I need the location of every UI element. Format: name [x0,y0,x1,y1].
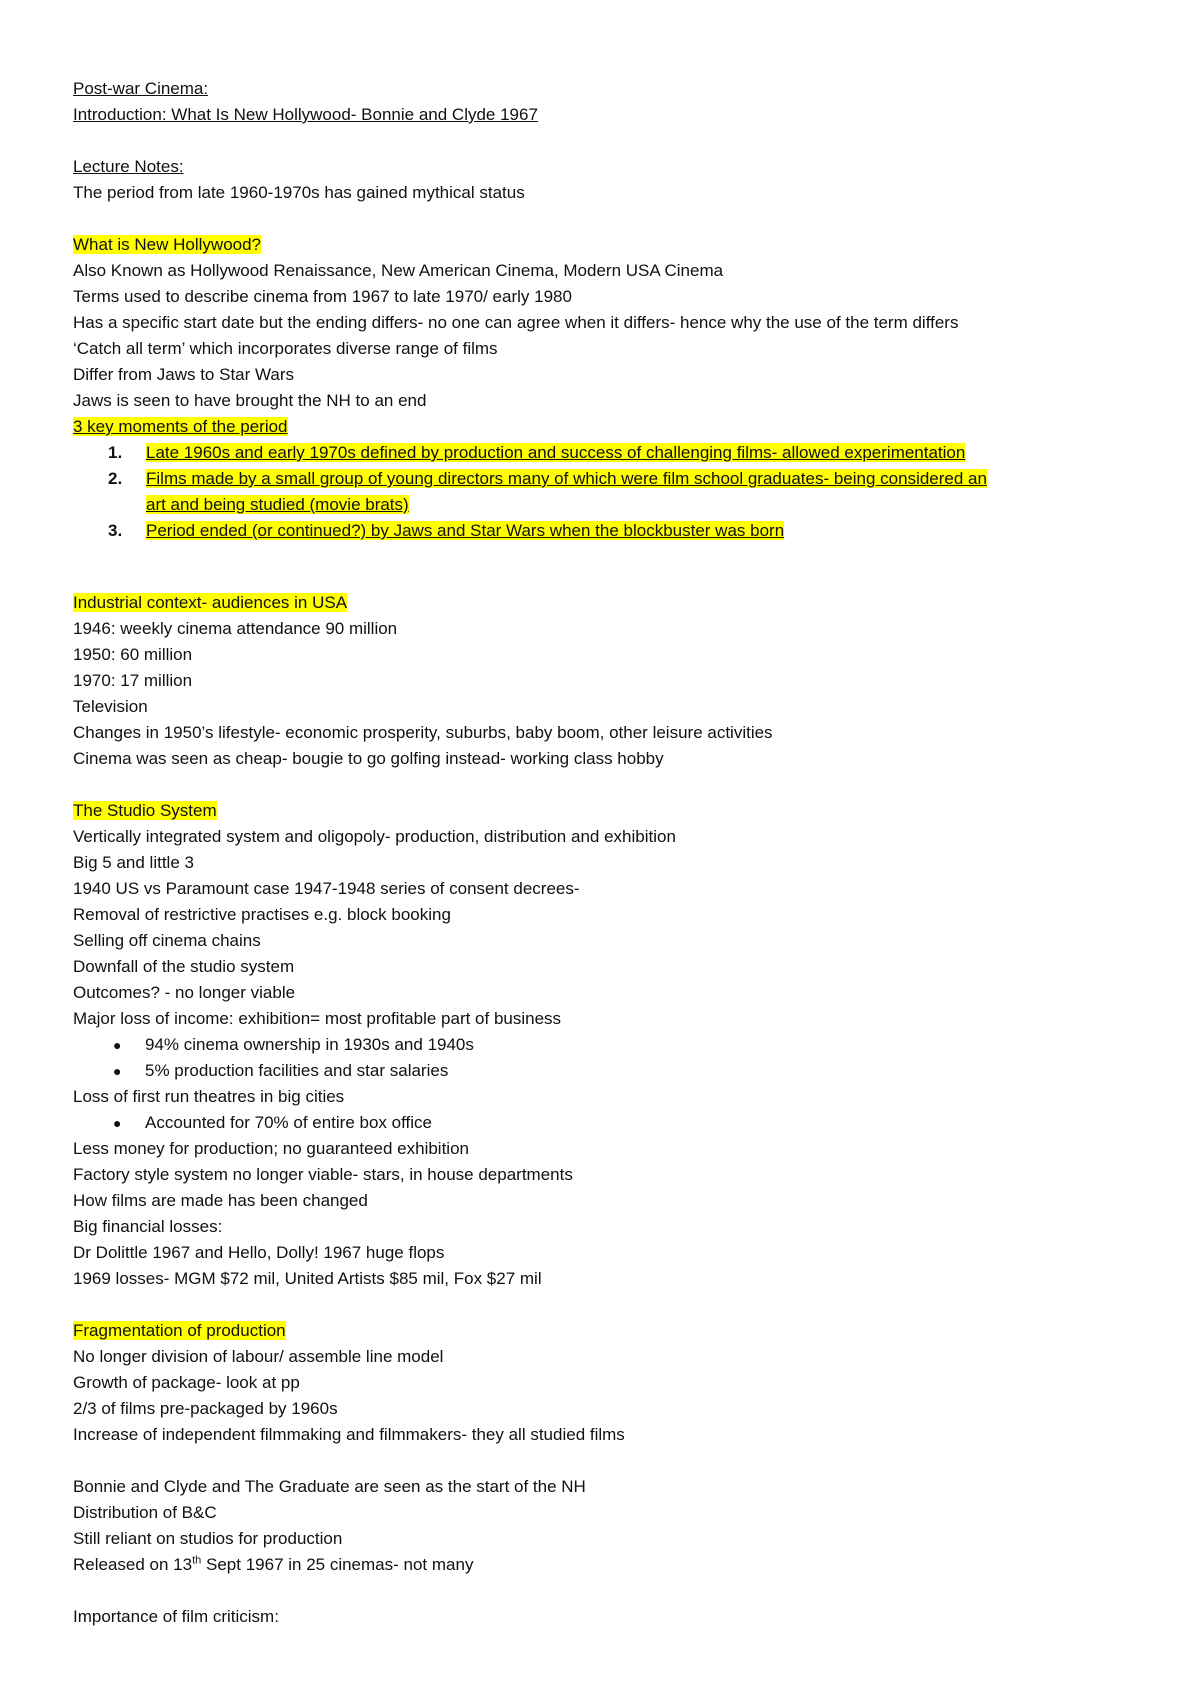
fragmentation-line: No longer division of labour/ assemble line model [73,1347,444,1366]
studio-line: How films are made has been changed [73,1191,368,1210]
list-item-text-continued: art and being studied (movie brats) [146,495,409,514]
document-subtitle: Introduction: What Is New Hollywood- Bonnie and Clyde 1967 [73,105,538,124]
nh-line: Jaws is seen to have brought the NH to an end [73,391,427,410]
bonnie-line: Still reliant on studios for production [73,1529,343,1548]
lecture-notes-heading: Lecture Notes: [73,157,184,176]
studio-line: Outcomes? - no longer viable [73,983,296,1002]
studio-line: 1969 losses- MGM $72 mil, United Artists $85 mil, Fox $27 mil [73,1269,542,1288]
studio-line: Big 5 and little 3 [73,853,194,872]
list-number: 3. [108,521,123,540]
bullet-icon: ● [113,1063,122,1079]
fragmentation-line: 2/3 of films pre-packaged by 1960s [73,1399,338,1418]
nh-line: Also Known as Hollywood Renaissance, New American Cinema, Modern USA Cinema [73,261,724,280]
list-item-text: Late 1960s and early 1970s defined by production and success of challenging films- allowed experimentation [146,443,966,462]
studio-line: Dr Dolittle 1967 and Hello, Dolly! 1967 huge flops [73,1243,445,1262]
box-office-bullet-list [73,1110,1133,1136]
industrial-line: Changes in 1950’s lifestyle- economic prosperity, suburbs, baby boom, other leisure activities [73,723,773,742]
studio-line: Removal of restrictive practises e.g. block booking [73,905,451,924]
industrial-line: Cinema was seen as cheap- bougie to go golfing instead- working class hobby [73,749,664,768]
document-body [73,76,1133,1630]
income-bullet-list [73,1032,1133,1084]
bullet-item: ● 5% production facilities and star salaries [73,1058,1133,1084]
list-item [73,440,1133,466]
nh-line: Terms used to describe cinema from 1967 to late 1970/ early 1980 [73,287,572,306]
studio-line: Loss of first run theatres in big cities [73,1087,345,1106]
key-moments-heading: 3 key moments of the period [73,417,288,436]
bullet-item: ● Accounted for 70% of entire box office [73,1110,1133,1136]
studio-line: Selling off cinema chains [73,931,261,950]
studio-line: Vertically integrated system and oligopoly- production, distribution and exhibition [73,827,676,846]
fragmentation-heading: Fragmentation of production [73,1321,286,1340]
list-item-text: Films made by a small group of young directors many of which were film school graduates- being considered an [146,469,987,488]
studio-line: Downfall of the studio system [73,957,295,976]
bullet-item: ● 94% cinema ownership in 1930s and 1940s [73,1032,1133,1058]
studio-system-heading: The Studio System [73,801,217,820]
list-item [73,466,1133,518]
key-moments-list [73,440,1133,544]
list-item [73,518,1133,544]
fragmentation-line: Increase of independent filmmaking and filmmakers- they all studied films [73,1425,625,1444]
release-line: Released on 13th Sept 1967 in 25 cinemas- not many [73,1554,474,1574]
studio-line: Major loss of income: exhibition= most profitable part of business [73,1009,562,1028]
fragmentation-line: Growth of package- look at pp [73,1373,300,1392]
list-number: 2. [108,469,123,488]
industrial-line: 1970: 17 million [73,671,193,690]
studio-line: Big financial losses: [73,1217,223,1236]
bonnie-line: Bonnie and Clyde and The Graduate are seen as the start of the NH [73,1477,586,1496]
industrial-line: 1946: weekly cinema attendance 90 million [73,619,398,638]
studio-line: Factory style system no longer viable- stars, in house departments [73,1165,573,1184]
industrial-line: 1950: 60 million [73,645,193,664]
industrial-heading: Industrial context- audiences in USA [73,593,348,612]
new-hollywood-heading: What is New Hollywood? [73,235,262,254]
bullet-icon: ● [113,1115,122,1131]
studio-line: Less money for production; no guaranteed exhibition [73,1139,469,1158]
nh-line: ‘Catch all term’ which incorporates diverse range of films [73,339,498,358]
list-item-text: Period ended (or continued?) by Jaws and Star Wars when the blockbuster was born [146,521,785,540]
nh-line: Has a specific start date but the ending differs- no one can agree when it differs- hence why the use of the term differs [73,313,959,332]
nh-line: Differ from Jaws to Star Wars [73,365,295,384]
bullet-icon: ● [113,1037,122,1053]
lecture-intro: The period from late 1960-1970s has gained mythical status [73,183,525,202]
list-number: 1. [108,443,123,462]
document-title: Post-war Cinema: [73,79,209,98]
bonnie-line: Distribution of B&C [73,1503,217,1522]
film-criticism-heading: Importance of film criticism: [73,1607,279,1626]
industrial-line: Television [73,697,148,716]
studio-line: 1940 US vs Paramount case 1947-1948 series of consent decrees- [73,879,580,898]
